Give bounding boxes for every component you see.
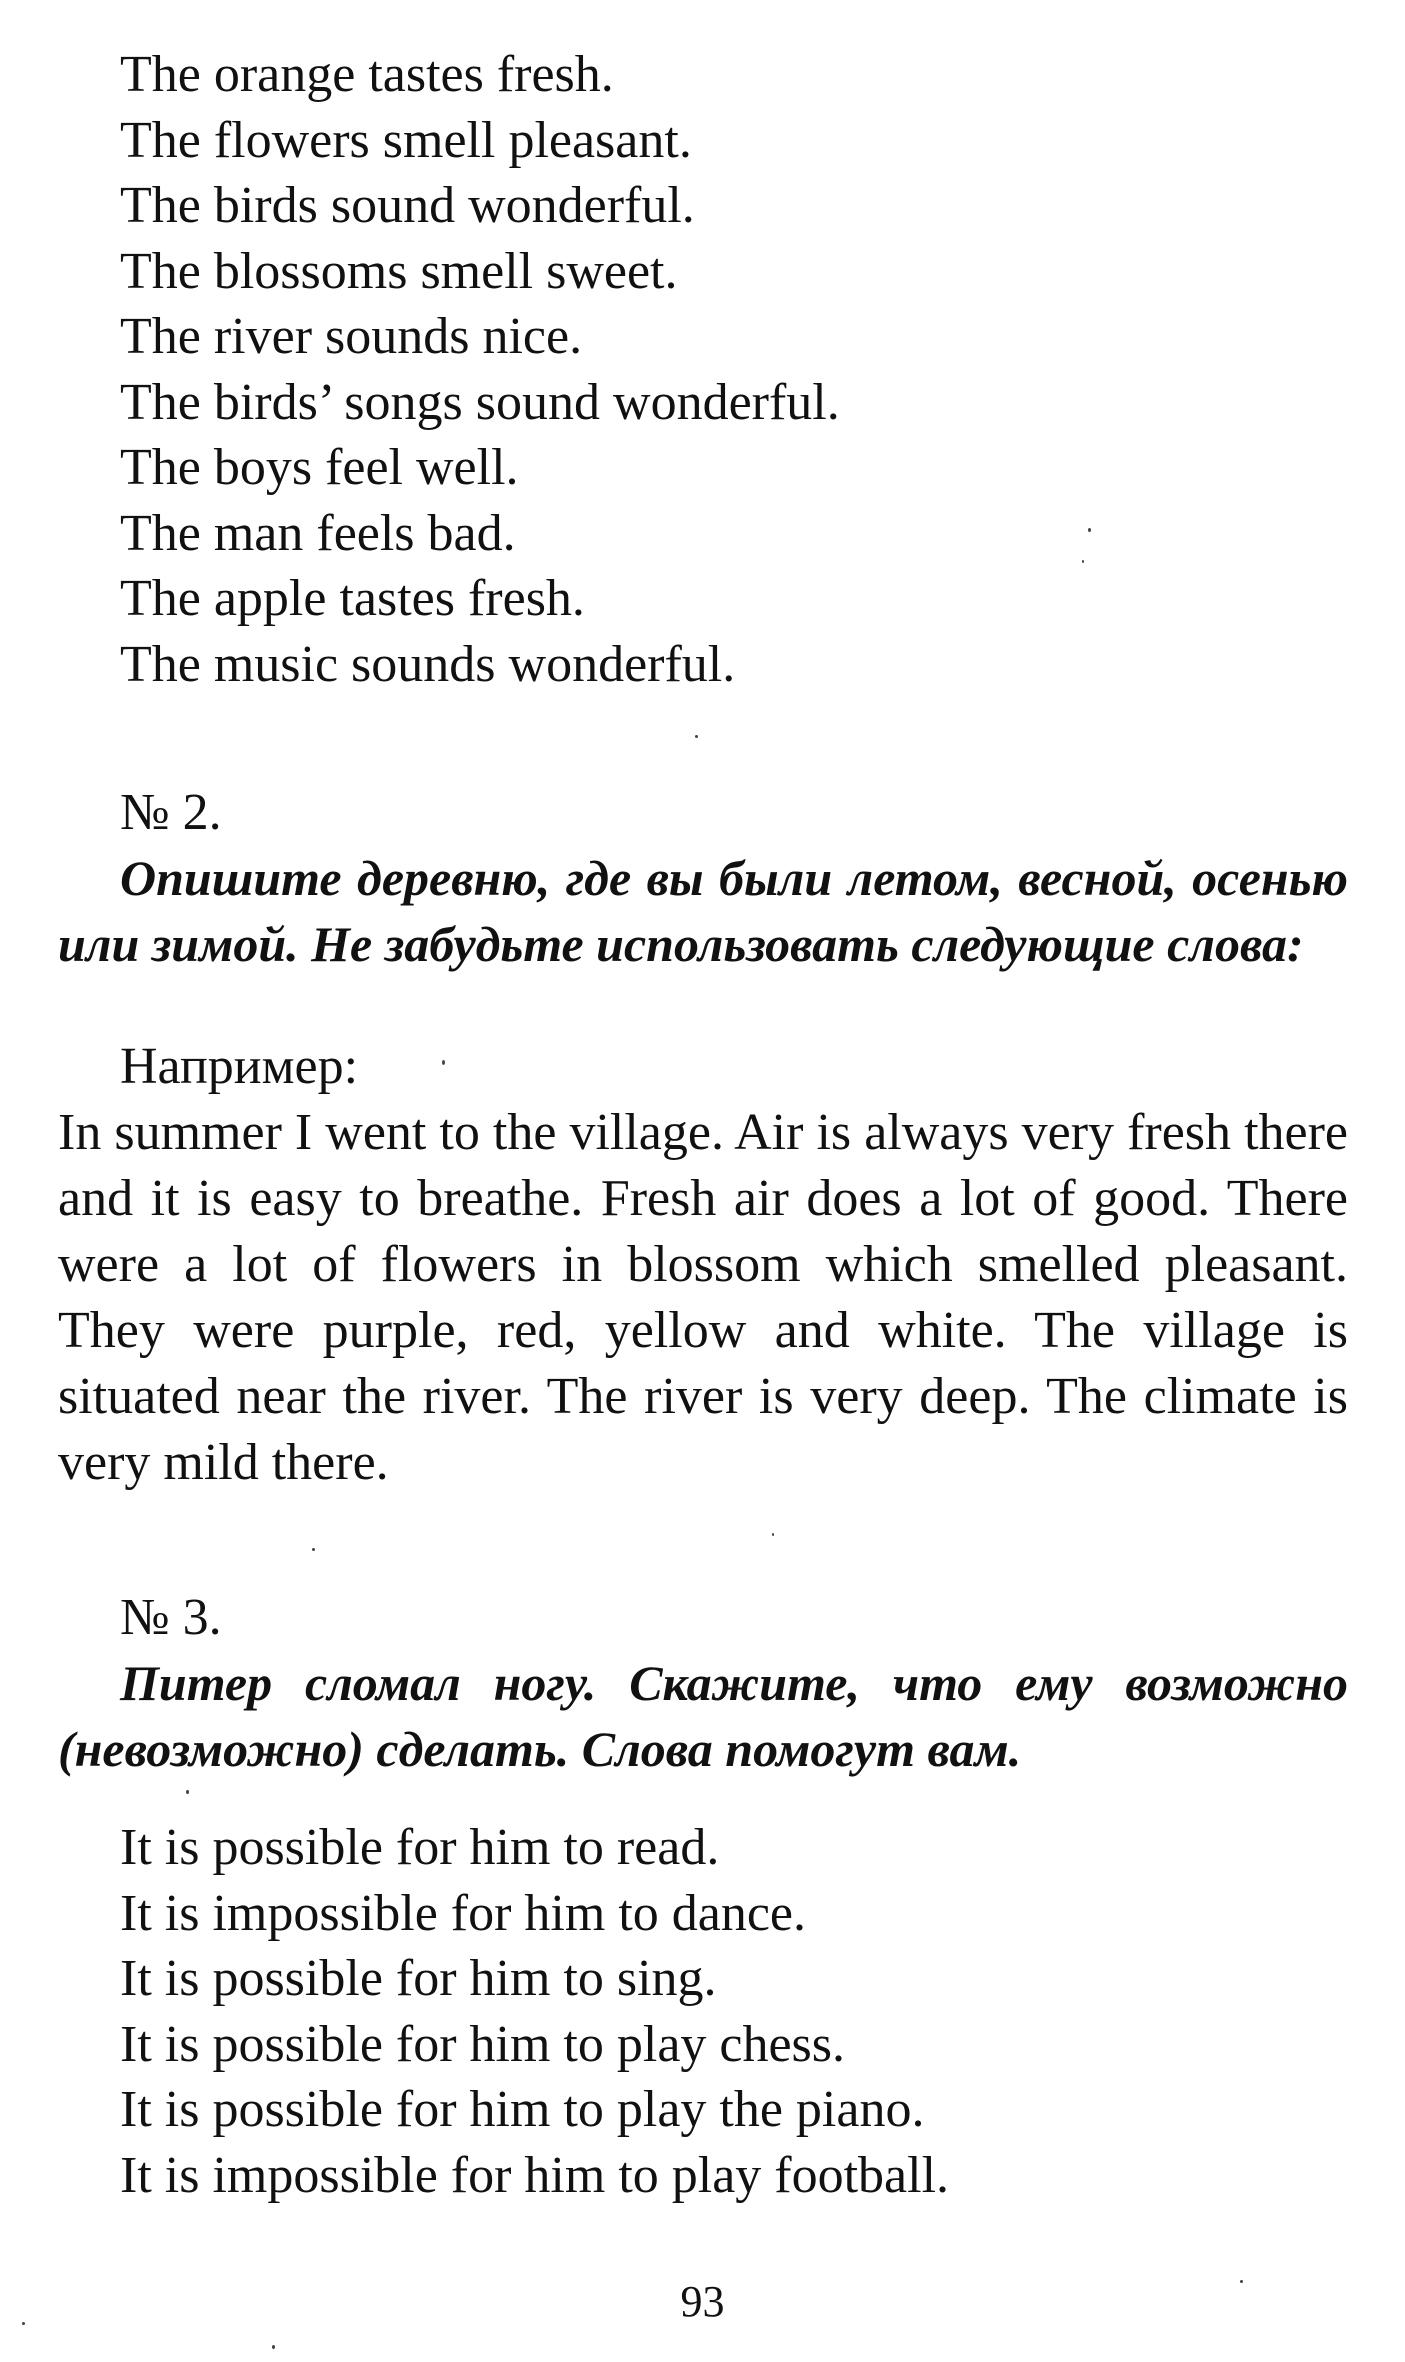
answer-line: The music sounds wonderful.: [120, 635, 736, 693]
scan-speck: [442, 1060, 445, 1065]
exercise-2: [58, 780, 1348, 977]
scan-speck: [1240, 2280, 1243, 2283]
scan-speck: [1082, 560, 1084, 563]
scan-speck: [1088, 528, 1091, 532]
exercise-task: Опишите деревню, где вы были летом, весной, осенью или зимой. Не забудьте использовать следующие слова:: [58, 850, 1348, 972]
exercise-2-example: [58, 1034, 1348, 1496]
answer-line: The apple tastes fresh.: [120, 570, 585, 627]
answer-line: It is impossible for him to dance.: [120, 1884, 807, 1942]
example-label: Например:: [120, 1038, 359, 1095]
answer-line: The flowers smell pleasant.: [120, 111, 692, 169]
answer-line: It is possible for him to play the piano.: [120, 2081, 925, 2138]
scan-speck: [272, 2345, 275, 2349]
page-number: 93: [680, 2277, 725, 2326]
scan-speck: [772, 1533, 774, 1536]
answer-line: The birds’ songs sound wonderful.: [120, 373, 840, 431]
answer-line: The blossoms smell sweet.: [120, 242, 678, 300]
exercise-3: [58, 1585, 1348, 1782]
exercise-number: № 2.: [120, 784, 222, 841]
answer-line: The boys feel well.: [120, 439, 519, 496]
answer-line: It is possible for him to read.: [120, 1819, 720, 1876]
scan-speck: [312, 1548, 315, 1551]
example-text: In summer I went to the village. Air is always very fresh there and it is easy to breathe. Fresh air does a lot of good. There were a lot of flowers in blossom which smelled pleasant. They were purple, red, yellow and white. The village is situated near the river. The river is very deep. The climate is very mild there.: [58, 1104, 1348, 1491]
scan-speck: [186, 1790, 189, 1794]
exercise-3-answers: [58, 1815, 1348, 2208]
answer-line: It is possible for him to play chess.: [120, 2015, 846, 2073]
answer-line: It is impossible for him to play football.: [120, 2146, 950, 2204]
exercise-number: № 3.: [120, 1589, 222, 1646]
answer-line: The river sounds nice.: [120, 308, 583, 365]
exercise-task: Питер сломал ногу. Скажите, что ему возможно (невозможно) сделать. Слова помогут вам.: [58, 1655, 1348, 1777]
answer-line: It is possible for him to sing.: [120, 1950, 717, 2007]
exercise-1-answers: [58, 42, 1348, 697]
answer-line: The birds sound wonderful.: [120, 177, 695, 234]
scan-speck: [22, 2322, 25, 2325]
answer-line: The man feels bad.: [120, 504, 516, 562]
scan-speck: [695, 735, 698, 738]
answer-line: The orange tastes fresh.: [120, 46, 614, 103]
